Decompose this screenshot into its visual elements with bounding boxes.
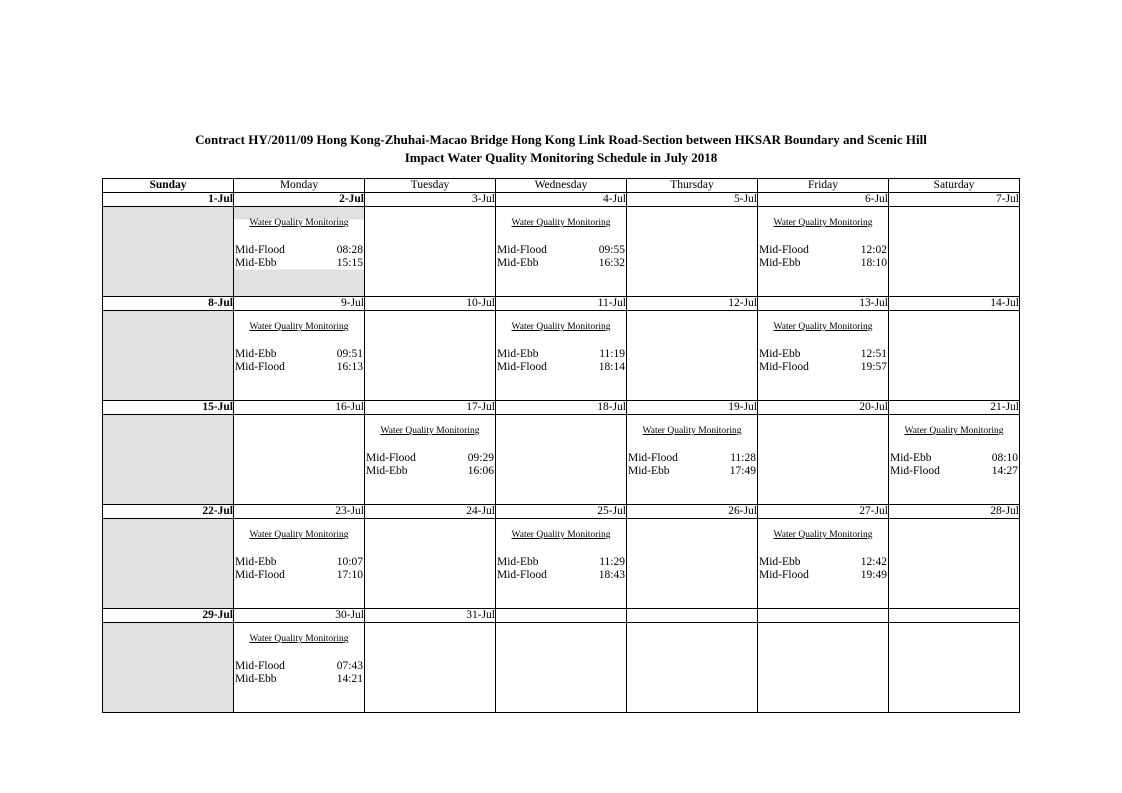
tide-entry [628,465,756,478]
day-cell [365,415,496,505]
weekday-header: Sunday [103,179,234,193]
date-row [103,609,1020,623]
date-label: 20-Jul [758,401,889,415]
tide-time: 11:29 [599,556,625,568]
sunday-cell [103,415,234,505]
tide-time: 16:06 [467,465,494,477]
tide-time: 18:14 [598,361,625,373]
date-label: 8-Jul [103,297,234,311]
monitoring-heading: Water Quality Monitoring [249,218,349,228]
day-cell [496,207,627,297]
day-cell [758,207,889,297]
tide-label: Mid-Flood [366,452,416,464]
date-label: 19-Jul [627,401,758,415]
date-row [103,401,1020,415]
day-cell [758,311,889,401]
tide-entry [235,569,363,582]
date-label: 14-Jul [889,297,1020,311]
monitoring-heading: Water Quality Monitoring [380,426,480,436]
day-cell [758,623,889,713]
date-label: 5-Jul [627,193,758,207]
sunday-cell [103,623,234,713]
date-label: 30-Jul [234,609,365,623]
date-label: 23-Jul [234,505,365,519]
tide-time: 12:42 [860,556,887,568]
tide-time: 17:49 [729,465,756,477]
tide-time: 08:28 [336,244,363,256]
day-cell [627,519,758,609]
tide-label: Mid-Ebb [235,257,277,269]
tide-label: Mid-Ebb [759,257,801,269]
tide-time: 12:51 [860,348,887,360]
day-cell [365,207,496,297]
tide-entry [759,556,887,569]
day-cell [889,311,1020,401]
tide-entry [497,361,625,374]
date-row [103,297,1020,311]
tide-time: 15:15 [336,257,363,269]
schedule-row [103,415,1020,505]
document-header [0,131,1122,167]
tide-time: 19:49 [860,569,887,581]
tide-label: Mid-Ebb [890,452,932,464]
tide-entry [235,660,363,673]
tide-time: 18:10 [860,257,887,269]
tide-entry [235,556,363,569]
date-row [103,193,1020,207]
date-label: 16-Jul [234,401,365,415]
weekday-header: Saturday [889,179,1020,193]
tide-time: 17:10 [336,569,363,581]
tide-entry [759,257,887,270]
tide-label: Mid-Flood [235,660,285,672]
day-cell [496,311,627,401]
tide-label: Mid-Ebb [497,348,539,360]
tide-time: 14:27 [991,465,1018,477]
weekday-header: Wednesday [496,179,627,193]
date-label: 10-Jul [365,297,496,311]
tide-time: 07:43 [336,660,363,672]
tide-label: Mid-Ebb [235,673,277,685]
date-label: 18-Jul [496,401,627,415]
tide-entry [497,348,625,361]
day-cell [234,207,365,297]
date-label: 24-Jul [365,505,496,519]
monitoring-heading: Water Quality Monitoring [642,426,742,436]
weekday-header: Tuesday [365,179,496,193]
date-label [758,609,889,623]
tide-label: Mid-Flood [235,569,285,581]
tide-label: Mid-Flood [497,361,547,373]
tide-label: Mid-Flood [235,244,285,256]
date-label: 31-Jul [365,609,496,623]
tide-label: Mid-Ebb [628,465,670,477]
tide-entry [759,569,887,582]
tide-entry [497,556,625,569]
tide-label: Mid-Flood [890,465,940,477]
date-label: 6-Jul [758,193,889,207]
monitoring-heading: Water Quality Monitoring [249,634,349,644]
monitoring-heading: Water Quality Monitoring [249,530,349,540]
tide-entry [497,257,625,270]
sunday-cell [103,311,234,401]
tide-entry [497,569,625,582]
date-label: 22-Jul [103,505,234,519]
date-row [103,505,1020,519]
tide-label: Mid-Ebb [366,465,408,477]
day-cell [234,519,365,609]
date-label: 29-Jul [103,609,234,623]
sunday-cell [103,519,234,609]
tide-label: Mid-Flood [628,452,678,464]
monitoring-heading: Water Quality Monitoring [773,322,873,332]
day-cell [365,623,496,713]
tide-entry [235,244,363,257]
tide-time: 09:55 [598,244,625,256]
tide-label: Mid-Flood [759,244,809,256]
weekday-header: Friday [758,179,889,193]
schedule-row [103,519,1020,609]
monitoring-heading: Water Quality Monitoring [773,218,873,228]
day-cell [234,311,365,401]
date-label: 13-Jul [758,297,889,311]
day-cell [496,623,627,713]
day-cell [627,623,758,713]
tide-entry [235,673,363,686]
day-cell [627,415,758,505]
date-label: 12-Jul [627,297,758,311]
tide-label: Mid-Flood [759,569,809,581]
tide-entry [890,452,1018,465]
tide-time: 09:29 [467,452,494,464]
contract-title: Contract HY/2011/09 Hong Kong-Zhuhai-Macao Bridge Hong Kong Link Road-Section between HKSAR Boundary and Scenic Hill [195,132,927,147]
date-label: 2-Jul [234,193,365,207]
date-label: 17-Jul [365,401,496,415]
monitoring-heading: Water Quality Monitoring [773,530,873,540]
day-cell [496,415,627,505]
tide-time: 11:28 [730,452,756,464]
calendar-body [103,193,1020,713]
day-cell [627,207,758,297]
date-label [889,609,1020,623]
tide-label: Mid-Ebb [759,348,801,360]
tide-entry [890,465,1018,478]
date-label: 11-Jul [496,297,627,311]
tide-time: 08:10 [991,452,1018,464]
date-label: 25-Jul [496,505,627,519]
schedule-row [103,623,1020,713]
schedule-row [103,311,1020,401]
date-label: 4-Jul [496,193,627,207]
tide-label: Mid-Ebb [235,348,277,360]
tide-entry [235,361,363,374]
weekday-header: Monday [234,179,365,193]
monitoring-heading: Water Quality Monitoring [511,218,611,228]
monitoring-heading: Water Quality Monitoring [511,322,611,332]
date-label: 3-Jul [365,193,496,207]
tide-time: 11:19 [599,348,625,360]
schedule-row [103,207,1020,297]
tide-entry [366,465,494,478]
tide-entry [497,244,625,257]
tide-label: Mid-Flood [497,569,547,581]
tide-label: Mid-Flood [759,361,809,373]
tide-label: Mid-Ebb [235,556,277,568]
tide-time: 19:57 [860,361,887,373]
date-label [627,609,758,623]
tide-entry [366,452,494,465]
date-label: 9-Jul [234,297,365,311]
day-cell [758,415,889,505]
tide-time: 18:43 [598,569,625,581]
tide-entry [235,257,363,270]
monitoring-calendar [102,178,1020,713]
day-cell [234,623,365,713]
date-label: 15-Jul [103,401,234,415]
date-label [496,609,627,623]
weekday-header-row [103,179,1020,193]
tide-time: 10:07 [336,556,363,568]
sunday-cell [103,207,234,297]
tide-entry [235,348,363,361]
tide-entry [759,244,887,257]
tide-time: 09:51 [336,348,363,360]
monitoring-heading: Water Quality Monitoring [249,322,349,332]
tide-time: 16:13 [336,361,363,373]
tide-entry [628,452,756,465]
date-label: 1-Jul [103,193,234,207]
day-cell [627,311,758,401]
date-label: 26-Jul [627,505,758,519]
tide-label: Mid-Ebb [497,556,539,568]
schedule-title: Impact Water Quality Monitoring Schedule in July 2018 [404,150,718,165]
monitoring-heading: Water Quality Monitoring [511,530,611,540]
day-cell [889,207,1020,297]
tide-time: 16:32 [598,257,625,269]
day-cell [234,415,365,505]
day-cell [889,623,1020,713]
tide-label: Mid-Flood [235,361,285,373]
day-cell [496,519,627,609]
day-cell [365,311,496,401]
tide-time: 14:21 [336,673,363,685]
monitoring-heading: Water Quality Monitoring [904,426,1004,436]
tide-entry [759,348,887,361]
date-label: 28-Jul [889,505,1020,519]
tide-time: 12:02 [860,244,887,256]
day-cell [889,415,1020,505]
date-label: 21-Jul [889,401,1020,415]
tide-label: Mid-Flood [497,244,547,256]
day-cell [758,519,889,609]
tide-entry [759,361,887,374]
date-label: 7-Jul [889,193,1020,207]
day-cell [889,519,1020,609]
day-cell [365,519,496,609]
tide-label: Mid-Ebb [759,556,801,568]
weekday-header: Thursday [627,179,758,193]
date-label: 27-Jul [758,505,889,519]
tide-label: Mid-Ebb [497,257,539,269]
